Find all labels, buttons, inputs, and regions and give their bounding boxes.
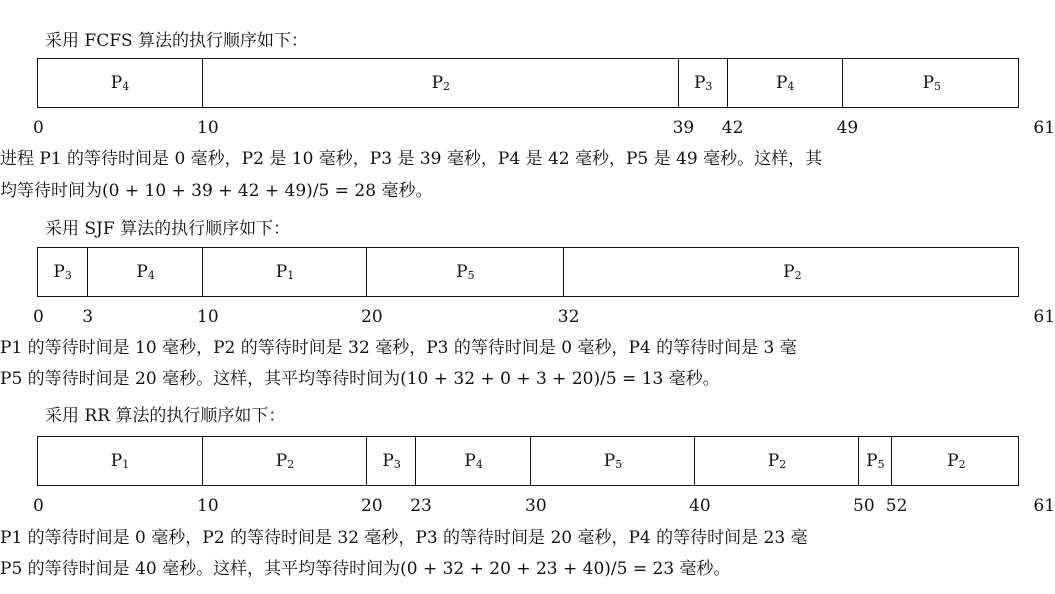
time-tick-label: 39	[672, 118, 695, 138]
sjf-heading: 采用 SJF 算法的执行顺序如下：	[45, 219, 291, 239]
time-tick-label: 30	[525, 496, 547, 516]
process-label: P	[775, 73, 788, 93]
process-number: 5	[615, 457, 623, 471]
process-number: 4	[122, 79, 130, 93]
gantt-cell	[202, 59, 679, 107]
fcfs-result-line-1: 进程 P1 的等待时间是 0 毫秒，P2 是 10 毫秒，P3 是 39 毫秒，P4 是 42 毫秒，P5 是 49 毫秒。这样，其	[0, 149, 823, 169]
gantt-cell	[38, 437, 202, 485]
process-label: P	[464, 451, 476, 471]
time-tick-label: 0	[33, 496, 44, 516]
time-tick-label: 32	[557, 307, 580, 327]
process-label: P	[275, 262, 288, 282]
process-label: P	[603, 451, 616, 471]
rr-result-line-2: P5 的等待时间是 40 毫秒。这样，其平均等待时间为(0 + 32 + 20 + 23 + 40)/5 = 23 毫秒。	[0, 559, 731, 579]
rr-result-line-1: P1 的等待时间是 0 毫秒，P2 的等待时间是 32 毫秒，P3 的等待时间是 20 毫秒，P4 的等待时间是 23 毫	[0, 528, 808, 548]
process-number: 2	[794, 268, 802, 282]
fcfs-heading: 采用 FCFS 算法的执行顺序如下：	[45, 31, 309, 51]
process-label: P	[693, 73, 706, 93]
gantt-cell	[366, 437, 416, 485]
gantt-cell	[202, 248, 367, 296]
gantt-cell	[202, 437, 367, 485]
process-number: 2	[958, 457, 966, 471]
gantt-cell	[366, 248, 564, 296]
process-label: P	[431, 73, 444, 93]
process-number: 4	[475, 457, 483, 471]
process-label: P	[275, 451, 288, 471]
process-number: 4	[787, 79, 795, 93]
gantt-cell	[415, 437, 531, 485]
time-tick-label: 23	[410, 496, 432, 516]
process-number: 1	[122, 457, 130, 471]
process-label: P	[110, 73, 123, 93]
sjf-time-axis	[0, 307, 1055, 329]
time-tick-label: 61	[1033, 496, 1055, 516]
process-number: 5	[467, 268, 475, 282]
time-tick-label: 61	[1033, 307, 1055, 327]
time-tick-label: 49	[836, 118, 859, 138]
process-number: 1	[287, 268, 295, 282]
gantt-cell	[530, 437, 695, 485]
process-number: 5	[934, 79, 942, 93]
process-label: P	[783, 262, 795, 282]
gantt-cell	[727, 59, 843, 107]
gantt-cell	[563, 248, 1021, 296]
process-label: P	[136, 262, 148, 282]
gantt-cell	[858, 437, 892, 485]
time-tick-label: 10	[197, 307, 219, 327]
gantt-cell	[38, 248, 87, 296]
process-label: P	[922, 73, 935, 93]
time-tick-label: 20	[361, 307, 383, 327]
process-label: P	[767, 451, 780, 471]
gantt-cell	[38, 59, 202, 107]
process-number: 2	[443, 79, 451, 93]
process-number: 5	[877, 457, 885, 471]
process-number: 2	[287, 457, 295, 471]
time-tick-label: 0	[33, 307, 44, 327]
fcfs-gantt-chart	[37, 58, 1019, 108]
gantt-cell	[694, 437, 859, 485]
time-tick-label: 61	[1033, 118, 1055, 138]
fcfs-time-axis	[0, 118, 1055, 140]
time-tick-label: 52	[885, 496, 908, 516]
fcfs-result-line-2: 均等待时间为(0 + 10 + 39 + 42 + 49)/5 = 28 毫秒。	[0, 181, 433, 201]
process-label: P	[456, 262, 468, 282]
gantt-cell	[678, 59, 728, 107]
rr-heading: 采用 RR 算法的执行顺序如下：	[45, 406, 286, 426]
sjf-result-line-1: P1 的等待时间是 10 毫秒，P2 的等待时间是 32 毫秒，P3 的等待时间是 0 毫秒，P4 的等待时间是 3 毫	[0, 338, 797, 358]
gantt-cell	[842, 59, 1021, 107]
time-tick-label: 40	[689, 496, 711, 516]
rr-gantt-chart	[37, 436, 1019, 486]
time-tick-label: 3	[82, 307, 94, 327]
process-number: 3	[393, 457, 401, 471]
process-number: 3	[705, 79, 713, 93]
process-label: P	[110, 451, 123, 471]
process-number: 2	[779, 457, 787, 471]
time-tick-label: 42	[721, 118, 744, 138]
process-label: P	[866, 451, 878, 471]
process-label: P	[53, 262, 65, 282]
time-tick-label: 10	[197, 496, 219, 516]
sjf-gantt-chart	[37, 247, 1019, 297]
process-label: P	[947, 451, 959, 471]
time-tick-label: 50	[853, 496, 875, 516]
process-number: 3	[64, 268, 72, 282]
rr-time-axis	[0, 496, 1055, 518]
time-tick-label: 0	[33, 118, 44, 138]
process-number: 4	[147, 268, 155, 282]
time-tick-label: 10	[197, 118, 219, 138]
gantt-cell	[891, 437, 1021, 485]
process-label: P	[382, 451, 394, 471]
time-tick-label: 20	[361, 496, 383, 516]
gantt-cell	[87, 248, 203, 296]
sjf-result-line-2: P5 的等待时间是 20 毫秒。这样，其平均等待时间为(10 + 32 + 0 + 3 + 20)/5 = 13 毫秒。	[0, 369, 720, 389]
